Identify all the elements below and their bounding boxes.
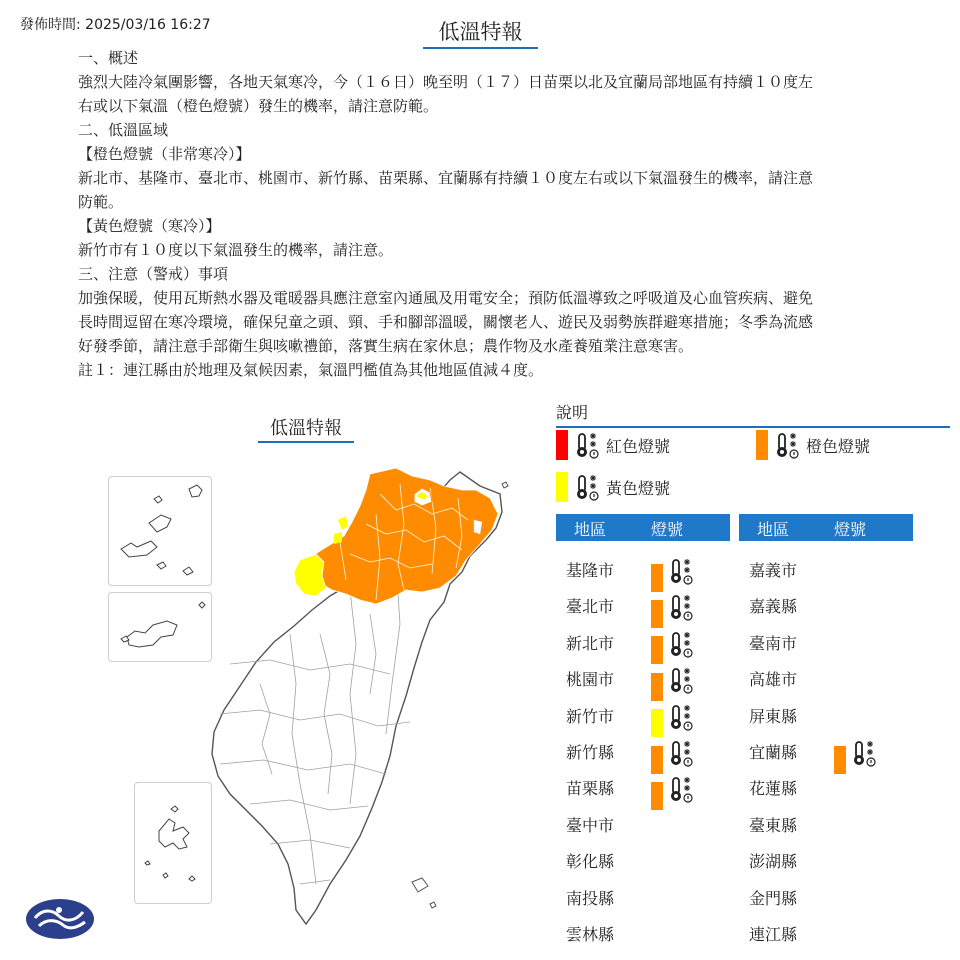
table-row — [556, 917, 731, 953]
bulletin-line: 新竹市有１０度以下氣溫發生的機率，請注意。 — [78, 241, 394, 259]
thermometer-snow-icon — [574, 472, 600, 502]
table-row — [739, 735, 914, 771]
region-name: 桃園市 — [566, 670, 615, 690]
table-row — [739, 699, 914, 735]
region-name: 苗栗縣 — [566, 779, 615, 799]
legend-item-red — [556, 430, 670, 460]
region-name: 臺中市 — [566, 815, 615, 835]
bulletin-line: 【黃色燈號（寒冷）】 — [78, 217, 221, 235]
table-row — [739, 553, 914, 589]
region-name: 高雄市 — [749, 670, 798, 690]
table-row — [556, 699, 731, 735]
inset-kinmen — [108, 592, 212, 662]
orange-swatch — [651, 600, 663, 628]
table-row — [739, 808, 914, 844]
cwa-logo — [25, 898, 95, 940]
legend-label-yellow: 黃色燈號 — [606, 478, 671, 498]
region-name: 南投縣 — [566, 888, 615, 908]
inset-matsu — [108, 476, 212, 586]
thermometer-snow-icon — [574, 430, 600, 460]
table-row — [556, 735, 731, 771]
table-row — [556, 662, 731, 698]
region-name: 臺東縣 — [749, 815, 798, 835]
issue-time: 發佈時間: 2025/03/16 16:27 — [20, 17, 211, 33]
legend-title: 說明 — [556, 400, 950, 428]
kinmen-islands — [109, 593, 211, 661]
region-name: 澎湖縣 — [749, 852, 798, 872]
bulletin-line: 右或以下氣溫（橙色燈號）發生的機率，請注意防範。 — [78, 97, 439, 115]
table-row — [556, 844, 731, 880]
orange-swatch — [651, 746, 663, 774]
table-row — [556, 771, 731, 807]
bulletin-line: 三、注意（警戒）事項 — [78, 265, 229, 283]
table-row — [556, 626, 731, 662]
region-name: 新北市 — [566, 633, 615, 653]
table-header-right — [739, 514, 913, 541]
region-name: 宜蘭縣 — [749, 743, 798, 762]
region-name: 雲林縣 — [566, 925, 615, 944]
table-row — [556, 808, 731, 844]
orange-swatch — [834, 746, 846, 774]
table-row — [556, 553, 731, 589]
bulletin-line: 強烈大陸冷氣團影響，各地天氣寒冷，今（１６日）晚至明（１７）日苗栗以北及宜蘭局部地區有持續１０度左 — [78, 73, 814, 91]
bulletin-line: 【橙色燈號（非常寒冷）】 — [78, 145, 251, 163]
yellow-swatch — [556, 472, 568, 502]
map-title: 低溫特報 — [258, 414, 354, 443]
table-row — [739, 626, 914, 662]
bulletin-text — [78, 46, 888, 382]
taiwan-map — [100, 408, 520, 938]
region-name: 新竹市 — [566, 706, 615, 726]
bulletin-line: 新北市、基隆市、臺北市、桃園市、新竹縣、苗栗縣、宜蘭縣有持續１０度左右或以下氣溫發生的機率，請注意 — [78, 169, 814, 187]
bulletin-line: 二、低溫區域 — [78, 121, 169, 139]
legend-label-orange: 橙色燈號 — [806, 436, 871, 456]
region-name: 彰化縣 — [566, 852, 615, 872]
region-name: 臺北市 — [566, 597, 615, 617]
table-row — [739, 662, 914, 698]
col-signal-header: 燈號 — [834, 520, 867, 539]
table-row — [739, 771, 914, 807]
table-header-left — [556, 514, 730, 541]
region-yellow-hsinchu — [294, 554, 326, 596]
col-region-header: 地區 — [757, 520, 790, 539]
col-region-header: 地區 — [574, 520, 607, 539]
page-title: 低溫特報 — [423, 16, 538, 49]
region-name: 屏東縣 — [749, 706, 798, 726]
matsu-islands — [109, 477, 211, 585]
legend — [556, 400, 950, 428]
orange-swatch — [651, 782, 663, 810]
region-name: 嘉義縣 — [749, 597, 798, 617]
bulletin-line: 註１：連江縣由於地理及氣候因素，氣溫門檻值為其他地區值減４度。 — [78, 361, 544, 379]
green-island — [502, 482, 508, 488]
orange-swatch — [651, 673, 663, 701]
bulletin-line: 加強保暖，使用瓦斯熱水器及電暖器具應注意室內通風及用電安全；預防低溫導致之呼吸道及心血管疾病、避免 — [78, 289, 814, 307]
orange-swatch — [651, 564, 663, 592]
table-row — [739, 917, 914, 953]
legend-item-yellow — [556, 472, 670, 502]
red-swatch — [556, 430, 568, 460]
bulletin-line: 一、概述 — [78, 49, 139, 67]
orchid-island — [412, 878, 428, 892]
region-name: 金門縣 — [749, 888, 798, 908]
table-row — [556, 589, 731, 625]
region-name: 花蓮縣 — [749, 779, 798, 799]
thermometer-snow-icon — [774, 430, 800, 460]
region-name: 新竹縣 — [566, 743, 615, 762]
table-row — [739, 844, 914, 880]
region-yellow-small — [338, 516, 348, 530]
table-row — [739, 589, 914, 625]
region-name: 基隆市 — [566, 561, 615, 580]
table-row — [556, 881, 731, 917]
legend-label-red: 紅色燈號 — [606, 436, 671, 456]
orange-swatch — [651, 636, 663, 664]
legend-item-orange — [756, 430, 870, 460]
bulletin-line: 長時間逗留在寒冷環境，確保兒童之頭、頸、手和腳部溫暖，關懷老人、遊民及弱勢族群避寒措施；冬季為流感 — [78, 313, 814, 331]
taiwan-main-island — [200, 464, 520, 934]
bulletin-line: 防範。 — [78, 193, 124, 211]
region-name: 嘉義市 — [749, 561, 798, 580]
region-name: 臺南市 — [749, 633, 798, 653]
col-signal-header: 燈號 — [651, 520, 684, 539]
region-name: 連江縣 — [749, 925, 798, 944]
orange-swatch — [756, 430, 768, 460]
yellow-swatch — [651, 709, 663, 737]
bulletin-line: 好發季節，請注意手部衛生與咳嗽禮節，落實生病在家休息；農作物及水產養殖業注意寒害。 — [78, 337, 694, 355]
table-row — [739, 881, 914, 917]
